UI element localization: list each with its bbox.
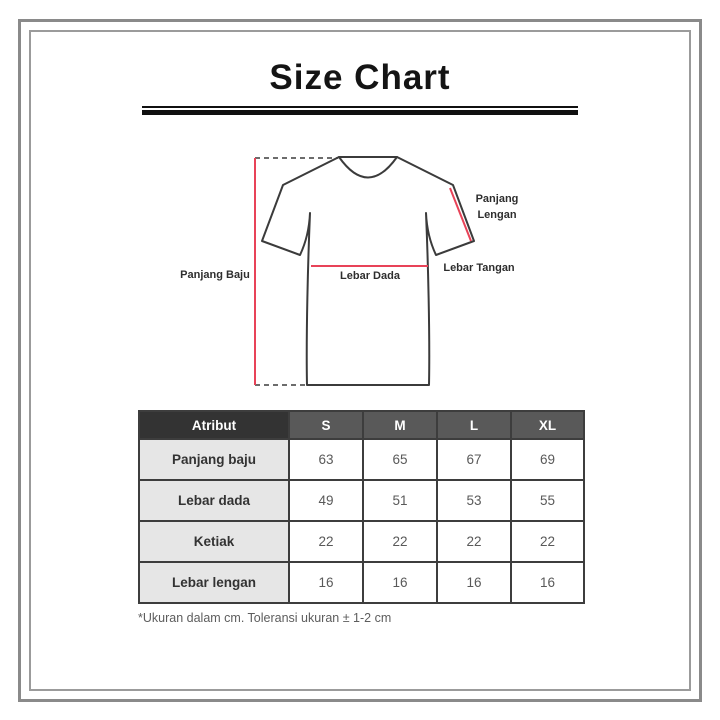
row-label-ketiak: Ketiak <box>139 521 289 562</box>
divider-thin-line <box>142 106 578 108</box>
header-cell-size-s: S <box>289 411 363 439</box>
cell-panjang-baju-m: 65 <box>363 439 437 480</box>
row-label-panjang-baju: Panjang baju <box>139 439 289 480</box>
cell-lebar-lengan-m: 16 <box>363 562 437 603</box>
cell-lebar-lengan-l: 16 <box>437 562 511 603</box>
cell-panjang-baju-l: 67 <box>437 439 511 480</box>
divider-thick-line <box>142 110 578 115</box>
cell-panjang-baju-s: 63 <box>289 439 363 480</box>
label-panjang-baju: Panjang Baju <box>180 269 250 281</box>
cell-lebar-dada-m: 51 <box>363 480 437 521</box>
label-panjang-lengan-line2: Lengan <box>477 209 517 221</box>
label-panjang-lengan-line1: Panjang <box>475 193 519 205</box>
header-cell-size-m: M <box>363 411 437 439</box>
row-label-lebar-lengan: Lebar lengan <box>139 562 289 603</box>
cell-lebar-lengan-xl: 16 <box>511 562 584 603</box>
label-lebar-tangan: Lebar Tangan <box>443 262 515 274</box>
size-table <box>138 410 585 604</box>
cell-lebar-dada-xl: 55 <box>511 480 584 521</box>
page-title: Size Chart <box>269 58 451 97</box>
cell-lebar-lengan-s: 16 <box>289 562 363 603</box>
table-row <box>139 439 584 480</box>
header-cell-size-xl: XL <box>511 411 584 439</box>
label-lebar-dada: Lebar Dada <box>340 270 400 282</box>
header-cell-size-l: L <box>437 411 511 439</box>
table-header-row <box>139 411 584 439</box>
cell-ketiak-s: 22 <box>289 521 363 562</box>
cell-panjang-baju-xl: 69 <box>511 439 584 480</box>
header-cell-attribute: Atribut <box>139 411 289 439</box>
table-row <box>139 521 584 562</box>
row-label-lebar-dada: Lebar dada <box>139 480 289 521</box>
title-divider <box>142 106 578 115</box>
table-row <box>139 480 584 521</box>
label-panjang-lengan <box>447 191 547 223</box>
size-tolerance-note: *Ukuran dalam cm. Toleransi ukuran ± 1-2 cm <box>138 611 392 625</box>
cell-ketiak-m: 22 <box>363 521 437 562</box>
cell-lebar-dada-s: 49 <box>289 480 363 521</box>
tshirt-measurement-diagram <box>150 140 570 410</box>
table-row <box>139 562 584 603</box>
cell-lebar-dada-l: 53 <box>437 480 511 521</box>
cell-ketiak-xl: 22 <box>511 521 584 562</box>
size-table-container <box>138 410 585 604</box>
cell-ketiak-l: 22 <box>437 521 511 562</box>
